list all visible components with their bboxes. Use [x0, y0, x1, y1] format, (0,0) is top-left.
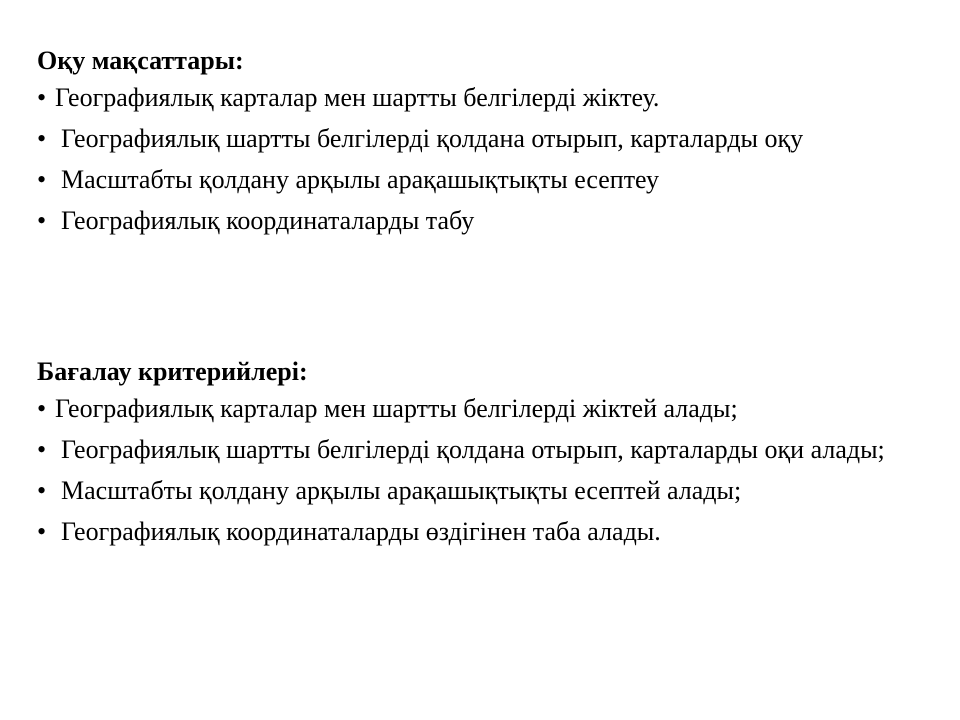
list-item-text: Масштабты қолдану арқылы арақашықтықты есептеу	[61, 165, 659, 194]
bullet-icon: •	[37, 83, 47, 112]
list-item	[37, 434, 937, 465]
bullet-icon: •	[37, 394, 47, 423]
list-item-text: Географиялық карталар мен шартты белгілерді жіктеу.	[55, 83, 660, 112]
list-item	[37, 475, 937, 506]
bullet-icon: •	[37, 165, 47, 194]
list-item	[37, 205, 937, 236]
list-item-text: Географиялық координаталарды өздігінен таба алады.	[61, 517, 661, 546]
learning-objectives-list	[37, 82, 937, 236]
list-item	[37, 164, 937, 195]
bullet-icon: •	[37, 476, 47, 505]
assessment-criteria-heading: Бағалау критерийлері:	[37, 357, 308, 386]
list-item	[37, 82, 937, 113]
bullet-icon: •	[37, 517, 47, 546]
assessment-criteria-list	[37, 393, 937, 547]
bullet-icon: •	[37, 124, 47, 153]
list-item	[37, 123, 937, 154]
list-item-text: Географиялық шартты белгілерді қолдана отырып, карталарды оқу	[61, 124, 804, 153]
learning-objectives-heading: Оқу мақсаттары:	[37, 46, 244, 75]
bullet-icon: •	[37, 435, 47, 464]
list-item-text: Географиялық координаталарды табу	[61, 206, 475, 235]
list-item	[37, 393, 937, 424]
list-item-text: Масштабты қолдану арқылы арақашықтықты есептей алады;	[61, 476, 742, 505]
learning-objectives-section	[37, 44, 937, 246]
list-item-text: Географиялық карталар мен шартты белгілерді жіктей алады;	[55, 394, 738, 423]
assessment-criteria-section	[37, 355, 937, 557]
list-item-text: Географиялық шартты белгілерді қолдана отырып, карталарды оқи алады;	[61, 435, 885, 464]
list-item	[37, 516, 937, 547]
bullet-icon: •	[37, 206, 47, 235]
